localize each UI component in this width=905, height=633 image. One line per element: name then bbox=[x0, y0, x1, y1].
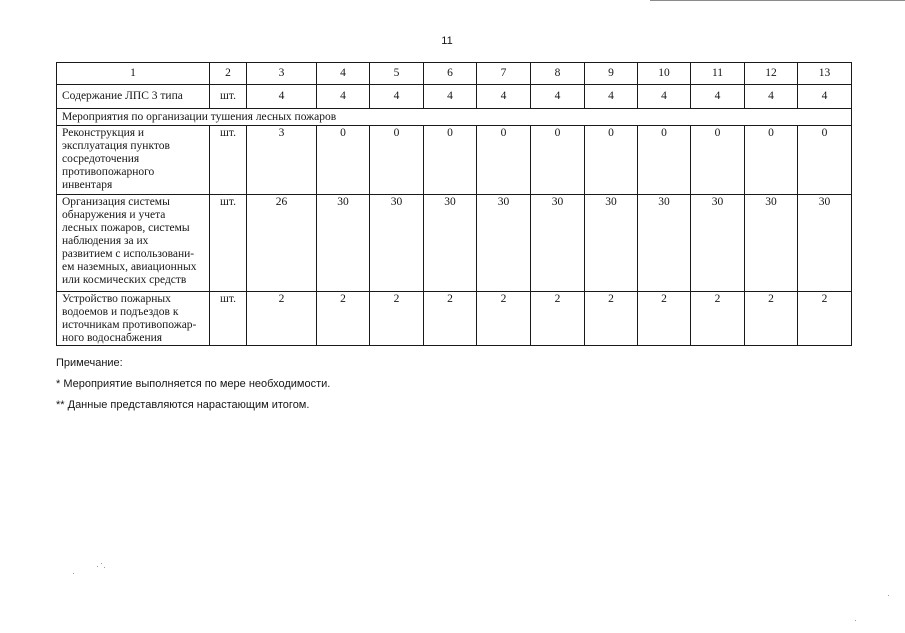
value-cell: 4 bbox=[247, 85, 317, 109]
value-cell: 0 bbox=[317, 126, 370, 195]
section-title-cell: Мероприятия по организации тушения лесных пожаров bbox=[57, 109, 852, 126]
data-table bbox=[56, 62, 852, 346]
header-cell: 13 bbox=[798, 63, 852, 85]
value-cell: 2 bbox=[317, 292, 370, 346]
value-cell: 2 bbox=[745, 292, 798, 346]
row-label-line: Устройство пожарных bbox=[62, 293, 171, 305]
value-cell: 4 bbox=[798, 85, 852, 109]
value-cell: 4 bbox=[691, 85, 745, 109]
row-label-line: ем наземных, авиационных bbox=[62, 261, 197, 273]
scan-speck bbox=[104, 567, 105, 568]
scan-edge-line bbox=[650, 0, 905, 1]
value-cell: 4 bbox=[477, 85, 531, 109]
value-cell: 30 bbox=[798, 195, 852, 292]
header-cell: 11 bbox=[691, 63, 745, 85]
row-label-line: ного водоснабжения bbox=[62, 332, 163, 344]
value-cell: 4 bbox=[531, 85, 585, 109]
value-cell: 0 bbox=[638, 126, 691, 195]
header-cell: 5 bbox=[370, 63, 424, 85]
scan-speck bbox=[855, 620, 856, 621]
header-cell: 7 bbox=[477, 63, 531, 85]
value-cell: 30 bbox=[638, 195, 691, 292]
value-cell: 0 bbox=[745, 126, 798, 195]
scan-speck bbox=[97, 566, 98, 567]
table-row bbox=[57, 195, 852, 292]
value-cell: 2 bbox=[531, 292, 585, 346]
table-row bbox=[57, 126, 852, 195]
table-row bbox=[57, 292, 852, 346]
value-cell: 0 bbox=[531, 126, 585, 195]
value-cell: 4 bbox=[424, 85, 477, 109]
value-cell: 0 bbox=[424, 126, 477, 195]
scan-speck bbox=[73, 573, 74, 574]
row-label-line: наблюдения за их bbox=[62, 235, 149, 247]
row-label-line: развитием с использовани- bbox=[62, 248, 195, 260]
value-cell: 2 bbox=[798, 292, 852, 346]
value-cell: 30 bbox=[745, 195, 798, 292]
value-cell: 30 bbox=[691, 195, 745, 292]
header-cell: 12 bbox=[745, 63, 798, 85]
notes-title: Примечание: bbox=[56, 357, 123, 369]
value-cell: 30 bbox=[370, 195, 424, 292]
row-label-line: Содержание ЛПС 3 типа bbox=[62, 90, 183, 102]
unit-cell: шт. bbox=[210, 85, 247, 109]
header-cell: 10 bbox=[638, 63, 691, 85]
row-label-line: Организация системы bbox=[62, 196, 170, 208]
row-label bbox=[57, 195, 210, 292]
unit-cell: шт. bbox=[210, 292, 247, 346]
row-label-line: или космических средств bbox=[62, 274, 187, 286]
row-label-line: сосредоточения bbox=[62, 153, 140, 165]
row-label bbox=[57, 292, 210, 346]
note-item: * Мероприятие выполняется по мере необходимости. bbox=[56, 378, 331, 390]
row-label-line: Реконструкция и bbox=[62, 127, 145, 139]
value-cell: 30 bbox=[531, 195, 585, 292]
table-row bbox=[57, 85, 852, 109]
row-label bbox=[57, 126, 210, 195]
row-label-line: противопожарного bbox=[62, 166, 155, 178]
unit-cell: шт. bbox=[210, 126, 247, 195]
row-label-line: эксплуатация пунктов bbox=[62, 140, 170, 152]
page-number: 11 bbox=[441, 35, 453, 47]
scan-speck bbox=[888, 595, 889, 596]
value-cell: 4 bbox=[745, 85, 798, 109]
row-label-line: водоемов и подъездов к bbox=[62, 306, 179, 318]
value-cell: 2 bbox=[585, 292, 638, 346]
header-row bbox=[57, 63, 852, 85]
value-cell: 4 bbox=[370, 85, 424, 109]
note-item: ** Данные представляются нарастающим итогом. bbox=[56, 399, 310, 411]
value-cell: 4 bbox=[317, 85, 370, 109]
value-cell: 30 bbox=[424, 195, 477, 292]
value-cell: 2 bbox=[638, 292, 691, 346]
row-label bbox=[57, 85, 210, 109]
row-label-line: инвентаря bbox=[62, 179, 113, 191]
header-cell: 8 bbox=[531, 63, 585, 85]
header-cell: 1 bbox=[57, 63, 210, 85]
header-cell: 2 bbox=[210, 63, 247, 85]
value-cell: 30 bbox=[585, 195, 638, 292]
section-row bbox=[57, 109, 852, 126]
value-cell: 2 bbox=[424, 292, 477, 346]
header-cell: 4 bbox=[317, 63, 370, 85]
row-label-line: источникам противопожар- bbox=[62, 319, 197, 331]
value-cell: 4 bbox=[585, 85, 638, 109]
header-cell: 9 bbox=[585, 63, 638, 85]
scan-speck bbox=[101, 563, 102, 564]
value-cell: 0 bbox=[477, 126, 531, 195]
value-cell: 30 bbox=[317, 195, 370, 292]
value-cell: 3 bbox=[247, 126, 317, 195]
unit-cell: шт. bbox=[210, 195, 247, 292]
value-cell: 0 bbox=[798, 126, 852, 195]
header-cell: 3 bbox=[247, 63, 317, 85]
value-cell: 2 bbox=[477, 292, 531, 346]
value-cell: 2 bbox=[247, 292, 317, 346]
value-cell: 26 bbox=[247, 195, 317, 292]
value-cell: 2 bbox=[691, 292, 745, 346]
value-cell: 0 bbox=[370, 126, 424, 195]
value-cell: 0 bbox=[585, 126, 638, 195]
header-cell: 6 bbox=[424, 63, 477, 85]
value-cell: 30 bbox=[477, 195, 531, 292]
value-cell: 4 bbox=[638, 85, 691, 109]
value-cell: 0 bbox=[691, 126, 745, 195]
value-cell: 2 bbox=[370, 292, 424, 346]
row-label-line: обнаружения и учета bbox=[62, 209, 166, 221]
row-label-line: лесных пожаров, системы bbox=[62, 222, 190, 234]
